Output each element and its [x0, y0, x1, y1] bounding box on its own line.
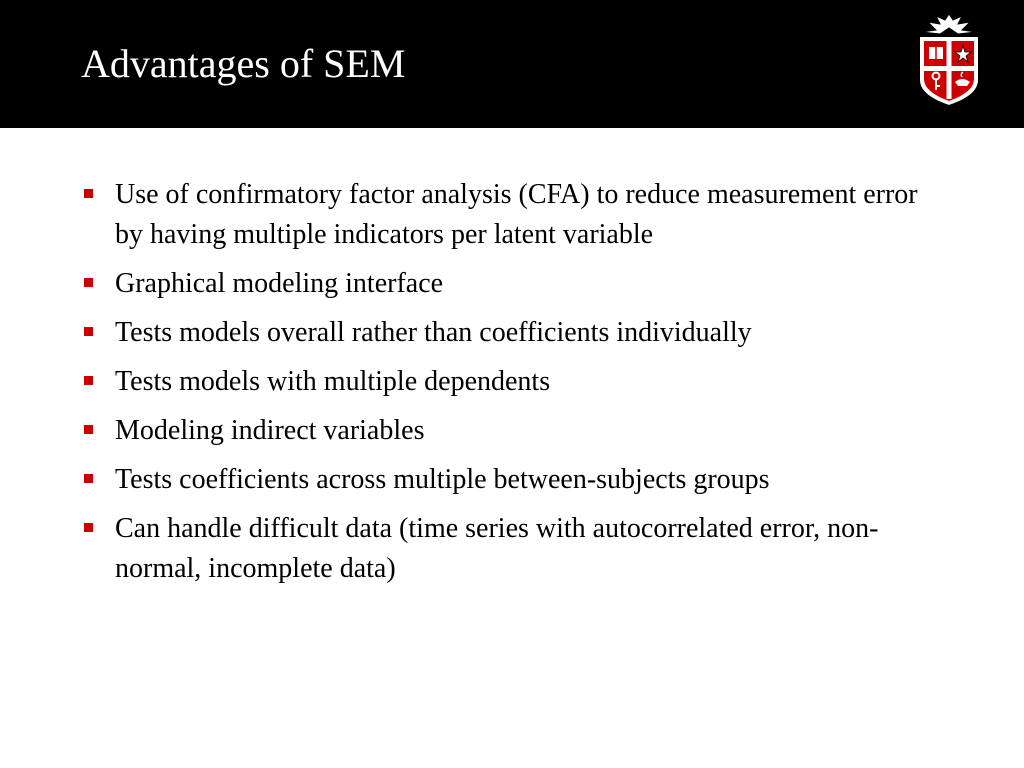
bullet-text: Tests models with multiple dependents: [115, 366, 551, 397]
square-bullet-icon: [84, 189, 93, 198]
square-bullet-icon: [84, 474, 93, 483]
list-item: [84, 175, 944, 255]
list-item: [84, 460, 944, 500]
list-item: [84, 362, 944, 402]
square-bullet-icon: [84, 376, 93, 385]
slide-title: Advantages of SEM: [81, 41, 406, 86]
bullet-text: Use of confirmatory factor analysis (CFA) to reduce measurement error by having multiple indicators per latent variable: [115, 179, 918, 250]
list-item: [84, 264, 944, 304]
bullet-text: Tests models overall rather than coefficients individually: [115, 317, 752, 348]
bullet-text: Tests coefficients across multiple between-subjects groups: [115, 464, 770, 495]
title-bar: [0, 0, 1024, 128]
list-item: [84, 313, 944, 353]
square-bullet-icon: [84, 523, 93, 532]
bullet-list: [84, 175, 944, 598]
university-shield-logo: [910, 12, 988, 108]
square-bullet-icon: [84, 425, 93, 434]
bullet-text: Modeling indirect variables: [115, 415, 425, 446]
list-item: [84, 411, 944, 451]
list-item: [84, 509, 944, 589]
square-bullet-icon: [84, 327, 93, 336]
bullet-text: Graphical modeling interface: [115, 268, 444, 299]
square-bullet-icon: [84, 278, 93, 287]
bullet-text: Can handle difficult data (time series with autocorrelated error, non-normal, incomplete data): [115, 513, 879, 584]
